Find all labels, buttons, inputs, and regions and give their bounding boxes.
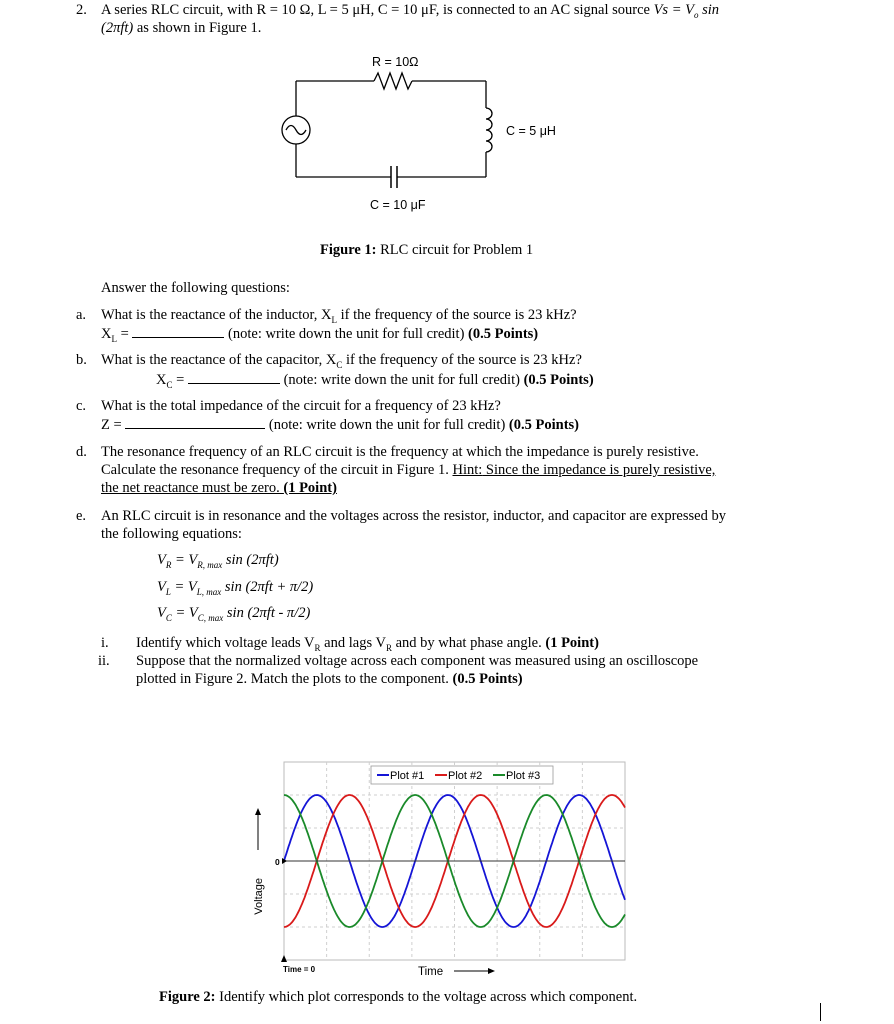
text-cursor [820, 1003, 821, 1021]
resistor-label: R = 10Ω [372, 55, 419, 69]
question-e-i-marker: i. [101, 635, 109, 651]
question-b-answer-field[interactable] [188, 371, 280, 384]
x-axis-arrow-icon [488, 968, 495, 974]
problem-intro-line1: A series RLC circuit, with R = 10 Ω, L = 5 μH, C = 10 μF, is connected to an AC signal source $Vs = V_o$ sin [101, 2, 720, 20]
problem-number: 2. [76, 2, 87, 18]
figure1-caption: Figure 1: RLC circuit for Problem 1 [320, 242, 534, 258]
question-d-line3: the net reactance must be zero. (1 Point) [101, 480, 337, 496]
y-axis-arrow-icon [255, 808, 261, 815]
question-a-answer-field[interactable] [132, 325, 224, 338]
question-d-line2: Calculate the resonance frequency of the circuit in Figure 1. Hint: Since the impedance is purely resistive, [101, 462, 716, 478]
inductor-label: C = 5 μH [506, 124, 556, 138]
question-b-answer-line: $X_C$ = (note: write down the unit for full credit) (0.5 Points) [156, 372, 594, 390]
question-e-line2: the following equations: [101, 526, 242, 542]
question-e-line1: An RLC circuit is in resonance and the voltages across the resistor, inductor, and capacitor are expressed by [101, 508, 726, 524]
capacitor-label: C = 10 μF [370, 198, 426, 212]
resistor-symbol [374, 73, 412, 89]
y-axis-label: Voltage [253, 878, 265, 915]
y-zero-tick-label: 0 [275, 857, 280, 867]
question-c-answer-field[interactable] [125, 416, 265, 429]
question-b-marker: b. [76, 352, 87, 368]
time-zero-marker-icon [281, 955, 287, 962]
question-b-text: What is the reactance of the capacitor, $X_C$ if the frequency of the source is 23 kHz? [101, 352, 582, 370]
question-e-marker: e. [76, 508, 87, 524]
legend-entries [377, 770, 540, 782]
legend-label-plot-1: Plot #1 [390, 770, 425, 782]
x-axis-label: Time [418, 966, 444, 978]
question-a-marker: a. [76, 307, 87, 323]
question-e-i-text: Identify which voltage leads $V_R$ and lags $V_R$ and by what phase angle. (1 Point) [136, 635, 599, 653]
question-d-marker: d. [76, 444, 87, 460]
equation-vl: $V_L = V_{L, max}$ sin (2πft + π/2) [157, 579, 314, 597]
legend-label-plot-3: Plot #3 [506, 770, 541, 782]
question-a-answer-line: $X_L$ = (note: write down the unit for full credit) (0.5 Points) [101, 326, 539, 344]
time-zero-label: Time = 0 [283, 965, 316, 974]
inductor-symbol [486, 108, 492, 152]
question-d-line1: The resonance frequency of an RLC circuit is the frequency at which the impedance is purely resistive. [101, 444, 699, 460]
equation-vc: $V_C = V_{C, max}$ sin (2πft - π/2) [157, 605, 311, 623]
question-e-ii-line2: plotted in Figure 2. Match the plots to the component. (0.5 Points) [136, 671, 523, 687]
questions-header: Answer the following questions: [101, 280, 290, 296]
question-c-marker: c. [76, 398, 87, 414]
question-e-ii-marker: ii. [98, 653, 110, 669]
question-c-text: What is the total impedance of the circuit for a frequency of 23 kHz? [101, 398, 501, 414]
problem-intro-line2: (2πft) as shown in Figure 1. [101, 20, 262, 36]
question-e-ii-line1: Suppose that the normalized voltage across each component was measured using an oscilloscope [136, 653, 699, 669]
figure2-caption: Figure 2: Identify which plot corresponds to the voltage across which component. [159, 989, 638, 1005]
figure2-chart [240, 750, 640, 990]
rlc-circuit-diagram [270, 48, 590, 218]
equation-vr: $V_R = V_{R, max}$ sin (2πft) [157, 552, 279, 570]
legend-label-plot-2: Plot #2 [448, 770, 483, 782]
question-c-answer-line: Z = (note: write down the unit for full credit) (0.5 Points) [101, 417, 580, 433]
question-a-text: What is the reactance of the inductor, $X_L$ if the frequency of the source is 23 kHz? [101, 307, 577, 325]
